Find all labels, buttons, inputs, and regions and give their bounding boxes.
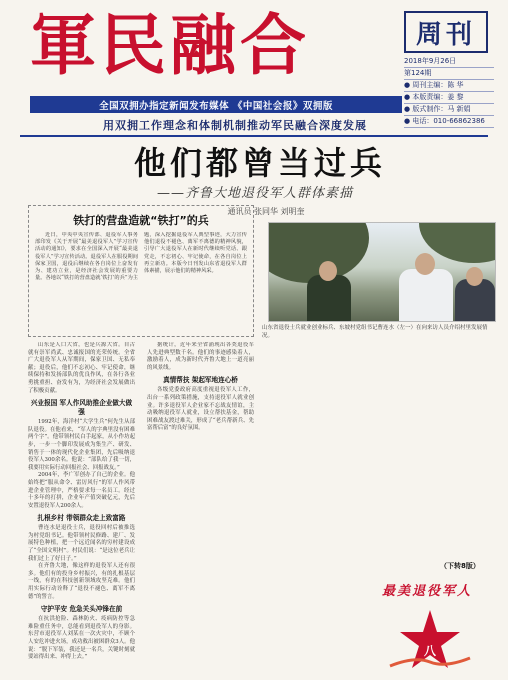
photo-person-head bbox=[466, 267, 483, 286]
bayi-star-icon bbox=[360, 576, 494, 676]
section-heading: 守护平安 危急关头冲锋在前 bbox=[40, 605, 123, 614]
issue-number: 第124期 bbox=[404, 68, 494, 80]
body-paragraph: 2004年，李广军创办了自己的企业。他始终把“服从命令、雷厉风行”的军人作风带进企业管理中，严格要求每一名员工。经过十多年的打拼，企业年产值突破亿元，先后安置退役军人200余人。 bbox=[28, 472, 135, 509]
body-paragraph: 曹连水是退役士兵，退役回村后被推选为村党组书记。他带领村民修路、建厂、发展特色种植，把一个远近闻名的穷村建设成了“全国文明村”。村民们说：“是这位老兵让我们过上了好日子。” bbox=[28, 525, 135, 562]
edition-label: 周刊 bbox=[404, 11, 488, 53]
photo-person-head bbox=[415, 253, 435, 275]
section-heading: 兴业报国 军人作风助推企业做大做强 bbox=[30, 399, 133, 417]
article-headline: 他们都曾当过兵 bbox=[133, 144, 386, 182]
seal-slogan: 最美退役军人 bbox=[381, 584, 472, 599]
body-paragraph: 山东是人口大省，也是兵源大省。自古就有崇军尚武、忠诚报国的光荣传统。全省广大退役军人从军期间，保家卫国、无私奉献；退役后，他们不忘初心、牢记使命，继续保持和发扬部队的优良作风，在各行各业勇挑重担、奋发有为，为经济社会发展做出了积极贡献。 bbox=[28, 342, 135, 394]
article-photo bbox=[268, 222, 496, 322]
divider bbox=[20, 135, 488, 137]
newspaper-title: 軍民融合 bbox=[30, 6, 310, 84]
body-paragraph: 据统计，近年来全省涌现出各类退役军人先进典型数千名。他们的事迹感染着人，激励着人，成为新时代齐鲁大地上一道亮丽的风景线。 bbox=[147, 342, 254, 371]
article-subhead: ——齐鲁大地退役军人群体素描 bbox=[156, 186, 353, 201]
sidebar-box-text: 近日，中央中央宣传部、退役军人事务部印发《关于开展“最美退役军人”学习宣传活动的通知》，要求在全国深入开展“最美退役军人”学习宣传活动。退役军人在服役期间保家卫国，退役后继续在各自岗位上奋发有为、建功立业，是经济社会发展的重要力量。各地以“铁打的营盘造就‘铁打’的兵”为主题，深入挖掘退役军人典型事迹，大力宣传他们退役不褪色、离军不离德的精神风貌，引导广大退役军人在新时代继续听党话、跟党走，不忘初心、牢记使命，在各自岗位上再立新功。本版今日刊发山东省退役军人群体素描，展示他们的精神风采。 bbox=[35, 232, 247, 282]
body-paragraph: 在抗洪抢险、森林防火、疫病防控等急难险重任务中，总能看到退役军人的身影。东营市退役军人刘某在一次火灾中，不顾个人安危冲进火场，成功救出被困群众3人。他说：“脱下军装，我还是一名兵，关键时刻就要站得出来、冲得上去。” bbox=[28, 616, 135, 661]
article-byline: 通讯员 张同华 刘明奎 bbox=[227, 207, 305, 216]
phone-number: ● 电话：010-66862386 bbox=[404, 116, 494, 128]
sidebar-box bbox=[28, 205, 254, 337]
sidebar-box-title: 铁打的营盘造就“铁打”的兵 bbox=[73, 214, 209, 227]
photo-person-head bbox=[319, 261, 337, 281]
media-banner: 全国双拥办指定新闻发布媒体 《中国社会报》双拥版 bbox=[30, 96, 402, 113]
page-editor: ● 本版责编：姜 黎 bbox=[404, 92, 494, 104]
layout-designer: ● 版式制作：马 新娟 bbox=[404, 104, 494, 116]
body-paragraph: 1992年，海洋村“大学生兵”何先生从部队退役。在他看来，“军人的字典里没有困难两个字”。他带领村民白手起家，从小作坊起步，一步一个脚印发展成为集生产、研发、销售于一体的现代化企业集团，先后吸纳退役军人300余名。他说：“部队给了我一切，我要用实际行动回报社会、回报战友。” bbox=[28, 419, 135, 471]
slogan: 用双拥工作理念和体制机制推动军民融合深度发展 bbox=[103, 118, 367, 132]
photo-person bbox=[307, 275, 351, 321]
continued-note: （下转8版） bbox=[440, 562, 480, 570]
section-heading: 扎根乡村 带领群众走上致富路 bbox=[37, 514, 126, 523]
section-heading: 真情帮扶 架起军地连心桥 bbox=[163, 376, 238, 385]
issue-date: 2018年9月26日 bbox=[404, 56, 494, 68]
body-paragraph: 在齐鲁大地，像这样的退役军人还有很多。他们有的投身乡村振兴，有的扎根基层一线，有的在科技创新领域攻坚克难。他们用实际行动诠释了“退役不褪色、离军不离德”的誓言。 bbox=[28, 563, 135, 600]
seal-number: 八 bbox=[423, 644, 436, 658]
photo-person bbox=[399, 269, 453, 321]
veteran-seal bbox=[360, 576, 494, 676]
chief-editor: ● 周刊主编：陈 华 bbox=[404, 80, 494, 92]
body-paragraph: 各级党委政府高度重视退役军人工作，出台一系列政策措施，支持退役军人就业创业。许多退役军人企业家不忘战友情谊，主动吸纳退役军人就业，设立帮扶基金，帮助困难战友渡过难关，形成了“老兵帮新兵、先富帮后富”的良好氛围。 bbox=[147, 387, 254, 432]
photo-caption: 山东省退役士兵就业创业标兵、东坡村党组书记曹连水（左一）在向来访人员介绍村里发展情况。 bbox=[262, 325, 488, 339]
